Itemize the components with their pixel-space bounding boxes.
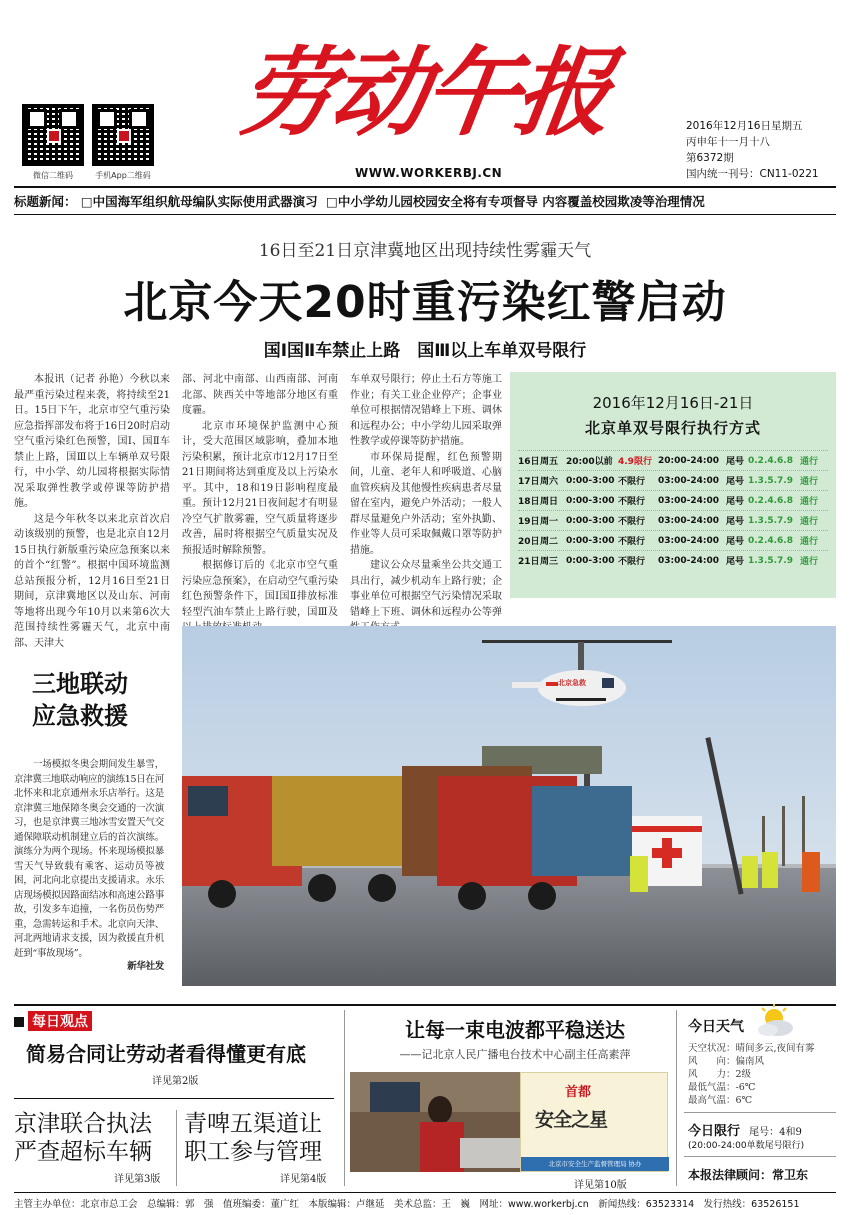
lead-paragraph: 部、河北中南部、山西南部、河南北部、陕西关中等地部分地区有重度霾。: [182, 374, 338, 416]
restriction-row: [518, 510, 828, 530]
restriction-cell-tail: 尾号: [726, 497, 745, 507]
restriction-cell-pass: 通行: [800, 557, 819, 567]
badge-marker-icon: [14, 1017, 24, 1027]
daily-opinion-badge: [14, 1011, 92, 1031]
restriction-row: [518, 550, 828, 570]
restriction-table-subtitle: 北京单双号限行执行方式: [584, 419, 761, 437]
legal-advisor-name: 常卫东: [772, 1168, 809, 1182]
restriction-cell-t1: 0:00-3:00: [566, 515, 615, 526]
lead-paragraph: 市环保局提醒，红色预警期间，儿童、老年人和呼吸道、心脑血管疾病及其他慢性疾病患者尽量留在室内，避免户外活动；一般人群尽量避免户外活动；室外执勤、作业等人员可采取佩戴口罩等防护措施。: [350, 451, 502, 556]
daily-opinion-see-page: 详见第2版: [152, 1076, 199, 1087]
restriction-value: 4和9: [779, 1127, 802, 1138]
restriction-cell-tail: 尾号: [726, 537, 745, 547]
restriction-label: 尾号：: [749, 1127, 780, 1138]
weather-row: 天空状况：晴间多云,夜间有雾: [688, 1043, 815, 1054]
weather-row: 最高气温：6℃: [688, 1095, 753, 1106]
restriction-cell-tail: 尾号: [726, 457, 745, 467]
lead-paragraph: 这是今年秋冬以来北京首次启动该级别的预警，也是北京自12月15日执行新版重污染应急预案以来的首个“红警”。根据中国环境监测总站预报分析，12月16日至21日期间，京津冀地区以及山东、河南等地将出现今年10月以来第6次大范围持续性雾霾天气，北京中南部、天津大: [14, 513, 170, 649]
restriction-cell-tail: 尾号: [726, 477, 745, 487]
restriction-cell-weekday: 周二: [540, 537, 559, 547]
issue-lunar-date: 丙申年十一月十八: [686, 136, 770, 148]
lead-paragraph: 北京市环境保护监测中心预计，受大范围区域影响，叠加本地污染积累，预计北京市12月17日至21日期间将达到重度及以上污染水平。其中，18和19日影响程度最重。预计12月21日夜间起才有明显冷空气扩散雾霾，空气质量将逐步改善，届时将根据空气质量实况及预报适时解除预警。: [182, 420, 338, 556]
emergency-drill-photo[interactable]: [182, 626, 836, 986]
logo-main-text: 安全之星: [535, 1109, 608, 1131]
restriction-cell-t2: 20:00-24:00: [658, 455, 720, 466]
feature-see-page: 详见第10版: [574, 1180, 627, 1191]
restriction-cell-pass: 通行: [800, 457, 819, 467]
app-qr-code[interactable]: [92, 104, 154, 181]
photo-story-title-line2: 应急救援: [32, 702, 128, 730]
feature-subtitle: ——记北京人民广播电台技术中心副主任高素萍: [399, 1048, 631, 1061]
restriction-cell-t1: 0:00-3:00: [566, 495, 615, 506]
restriction-cell-t2: 03:00-24:00: [658, 555, 720, 566]
restriction-cell-nums: 0.2.4.6.8: [748, 495, 793, 506]
restriction-cell-day: 18日: [518, 497, 540, 507]
lead-paragraph: 本报讯（记者 孙艳）今秋以来最严重污染过程来袭，将持续至21日。15日下午，北京市空气重污染应急指挥部发布将于16日20时启动空气重污染红色预警，国Ⅰ、国Ⅱ车禁止上路，国Ⅲ以上车辆单双号限行，中小学、幼儿园将根据实际情况采取弹性教学或停课等防护措施。: [14, 374, 170, 509]
feature-photo[interactable]: [350, 1072, 520, 1172]
restriction-cell-weekday: 周一: [540, 517, 559, 527]
lead-column-3: [350, 372, 502, 618]
story-b-line: 职工参与管理: [184, 1139, 322, 1165]
lower-left-divider: [14, 1098, 334, 1099]
restriction-cell-t1b: 不限行: [618, 497, 646, 507]
daily-opinion-label: 每日观点: [28, 1011, 92, 1031]
publication-code: 国内统一刊号：CN11-0221: [686, 168, 819, 180]
footer-divider: [14, 1192, 836, 1193]
restriction-cell-pass: 通行: [800, 477, 819, 487]
weather-details: [688, 1042, 815, 1107]
lead-kicker: 16日至21日京津冀地区出现持续性雾霾天气: [258, 241, 592, 261]
lead-headline[interactable]: 北京今天20时重污染红警启动: [123, 277, 727, 328]
wechat-qr-code[interactable]: [22, 104, 84, 181]
lead-paragraph: 车单双号限行；停止土石方等施工作业；有关工业企业停产；企事业单位可根据情况错峰上下班、调休和远程办公；中小学幼儿园采取弹性教学或停课等防护措施。: [350, 374, 502, 447]
restriction-row: [518, 530, 828, 550]
restriction-cell-pass: 通行: [800, 537, 819, 547]
story-a-see-page: 详见第3版: [114, 1174, 161, 1185]
helicopter-label: 北京急救: [558, 679, 586, 687]
restriction-cell-pass: 通行: [800, 497, 819, 507]
restriction-cell-t1b: 不限行: [618, 557, 646, 567]
photo-credit: 新华社发: [127, 961, 164, 972]
issue-date: 2016年12月16日星期五: [686, 120, 803, 132]
restriction-cell-nums: 0.2.4.6.8: [748, 455, 793, 466]
story-column-divider: [176, 1110, 177, 1186]
story-a-line: 京津联合执法: [14, 1111, 152, 1137]
restriction-table-title: 2016年12月16日-21日: [592, 394, 754, 412]
restriction-cell-nums: 0.2.4.6.8: [748, 535, 793, 546]
restriction-cell-day: 19日: [518, 517, 540, 527]
legal-divider: [684, 1156, 836, 1157]
restriction-cell-t1b: 不限行: [618, 477, 646, 487]
restriction-cell-nums: 1.3.5.7.9: [748, 475, 793, 486]
lead-column-2: [182, 372, 338, 618]
weather-row: 最低气温：-6℃: [688, 1082, 756, 1093]
weather-left-divider: [676, 1010, 677, 1186]
photo-story-title-line1: 三地联动: [32, 670, 128, 698]
restriction-cell-weekday: 周日: [540, 497, 559, 507]
partly-cloudy-icon: [752, 1004, 796, 1042]
weather-row: 风 力：2级: [688, 1069, 752, 1080]
story-b-see-page: 详见第4版: [280, 1174, 327, 1185]
restriction-cell-t2: 03:00-24:00: [658, 515, 720, 526]
headline-news-label: 标题新闻：: [14, 194, 77, 209]
legal-advisor-label: 本报法律顾问：: [688, 1168, 773, 1182]
weather-row: 风 向：偏南风: [688, 1056, 765, 1067]
restriction-table-rows: [510, 450, 836, 570]
story-a-line: 严查超标车辆: [14, 1139, 152, 1165]
restriction-cell-weekday: 周六: [540, 477, 559, 487]
logo-org-text: 北京市安全生产监督管理局 协办: [521, 1157, 669, 1171]
headline-news-item[interactable]: □中小学幼儿园校园安全将有专项督导 内容覆盖校园欺凌等治理情况: [326, 194, 705, 209]
restriction-cell-day: 21日: [518, 557, 540, 567]
footer-credits: 主管主办单位：北京市总工会 总编辑：郭 强 值班编委：董广红 本版编辑：卢继延 美术总监：王 巍 网址：www.workerbj.cn 新闻热线：63523314 发行热线：63526151: [14, 1199, 800, 1210]
restriction-cell-tail: 尾号: [726, 557, 745, 567]
issue-info: [686, 118, 819, 182]
weather-divider: [684, 1112, 836, 1113]
feature-photo-illustration: [350, 1072, 520, 1172]
feature-title[interactable]: 让每一束电波都平稳送达: [405, 1018, 625, 1042]
restriction-row: [518, 450, 828, 470]
qr-caption-app: 手机App二维码: [95, 171, 151, 180]
lower-section-divider: [14, 1004, 836, 1006]
weather-title: 今日天气: [688, 1019, 744, 1035]
header-divider: [14, 186, 836, 188]
qr-caption-wechat: 微信二维码: [33, 171, 73, 180]
restriction-cell-t2: 03:00-24:00: [658, 535, 720, 546]
restriction-row: [518, 490, 828, 510]
headline-news-item[interactable]: □中国海军组织航母编队实际使用武器演习: [80, 194, 318, 209]
restriction-cell-day: 16日: [518, 457, 540, 467]
drill-photo-illustration: [182, 626, 836, 986]
restriction-cell-t2: 03:00-24:00: [658, 495, 720, 506]
headline-bar-divider: [14, 214, 836, 215]
restriction-cell-nums: 1.3.5.7.9: [748, 515, 793, 526]
today-restriction: [688, 1120, 802, 1139]
lead-subheadline: 国Ⅰ国Ⅱ车禁止上路 国Ⅲ以上车单双号限行: [263, 341, 587, 361]
restriction-cell-day: 20日: [518, 537, 540, 547]
restriction-cell-t1: 0:00-3:00: [566, 555, 615, 566]
restriction-cell-t1b: 不限行: [618, 537, 646, 547]
restriction-cell-t1: 20:00以前: [566, 457, 613, 467]
restriction-cell-t1b: 不限行: [618, 517, 646, 527]
capital-safety-star-logo: [520, 1072, 668, 1172]
logo-top-text: 首都: [565, 1085, 592, 1100]
restriction-cell-tail: 尾号: [726, 517, 745, 527]
restriction-title: 今日限行: [688, 1124, 741, 1139]
restriction-cell-weekday: 周三: [540, 557, 559, 567]
daily-opinion-title[interactable]: 简易合同让劳动者看得懂更有底: [26, 1042, 306, 1066]
restriction-table: [510, 372, 836, 598]
restriction-cell-nums: 1.3.5.7.9: [748, 555, 793, 566]
legal-advisor: [688, 1166, 808, 1183]
masthead-logo: 劳动午报: [232, 36, 617, 149]
restriction-note: (20:00-24:00单数尾号限行): [688, 1141, 805, 1151]
story-b-line: 青啤五渠道让: [184, 1111, 322, 1137]
restriction-cell-t1b: 4.9限行: [618, 457, 652, 467]
story-a-headline[interactable]: [14, 1110, 152, 1166]
story-b-headline[interactable]: [184, 1110, 322, 1166]
photo-story-caption: [14, 758, 164, 975]
photo-story-body: 一场模拟冬奥会期间发生暴雪，京津冀三地联动响应的演练15日在河北怀来和北京通州永乐店举行。这是京津冀三地保障冬奥会交通的一次演习，也是京津冀三地冰雪安置天气交通保障联动机制建立后的首次演练。演练分为两个现场。怀来现场模拟暴雪天气导致载有乘客、运动员等被困，河北向北京提出支援请求。永乐店现场模拟因路面结冰和高速公路事故，引发多车追撞，一名伤员伤势严重，急需转运和手术。北京向天津、河北两地请求支援，因为救援直升机赶到“事故现场”。: [14, 759, 164, 959]
lead-paragraph: 建议公众尽量乘坐公共交通工具出行，减少机动车上路行驶；企事业单位可根据空气污染情况采取错峰上下班、调休和远程办公等弹: [350, 560, 502, 618]
issue-number: 第6372期: [686, 152, 734, 164]
restriction-cell-weekday: 周五: [540, 457, 559, 467]
lead-paragraph: 根据修订后的《北京市空气重污染应急预案》，在启动空气重污染红色预警条件下，国Ⅰ国Ⅱ排放标准轻型汽油车禁止上路行驶，国Ⅲ及: [182, 560, 338, 618]
feature-left-divider: [344, 1010, 345, 1186]
restriction-cell-t2: 03:00-24:00: [658, 475, 720, 486]
website-url[interactable]: WWW.WORKERBJ.CN: [355, 166, 503, 180]
headline-news-bar: [14, 192, 836, 210]
restriction-cell-pass: 通行: [800, 517, 819, 527]
restriction-cell-day: 17日: [518, 477, 540, 487]
restriction-row: [518, 470, 828, 490]
lead-column-1: [14, 372, 170, 649]
restriction-cell-t1: 0:00-3:00: [566, 535, 615, 546]
restriction-cell-t1: 0:00-3:00: [566, 475, 615, 486]
